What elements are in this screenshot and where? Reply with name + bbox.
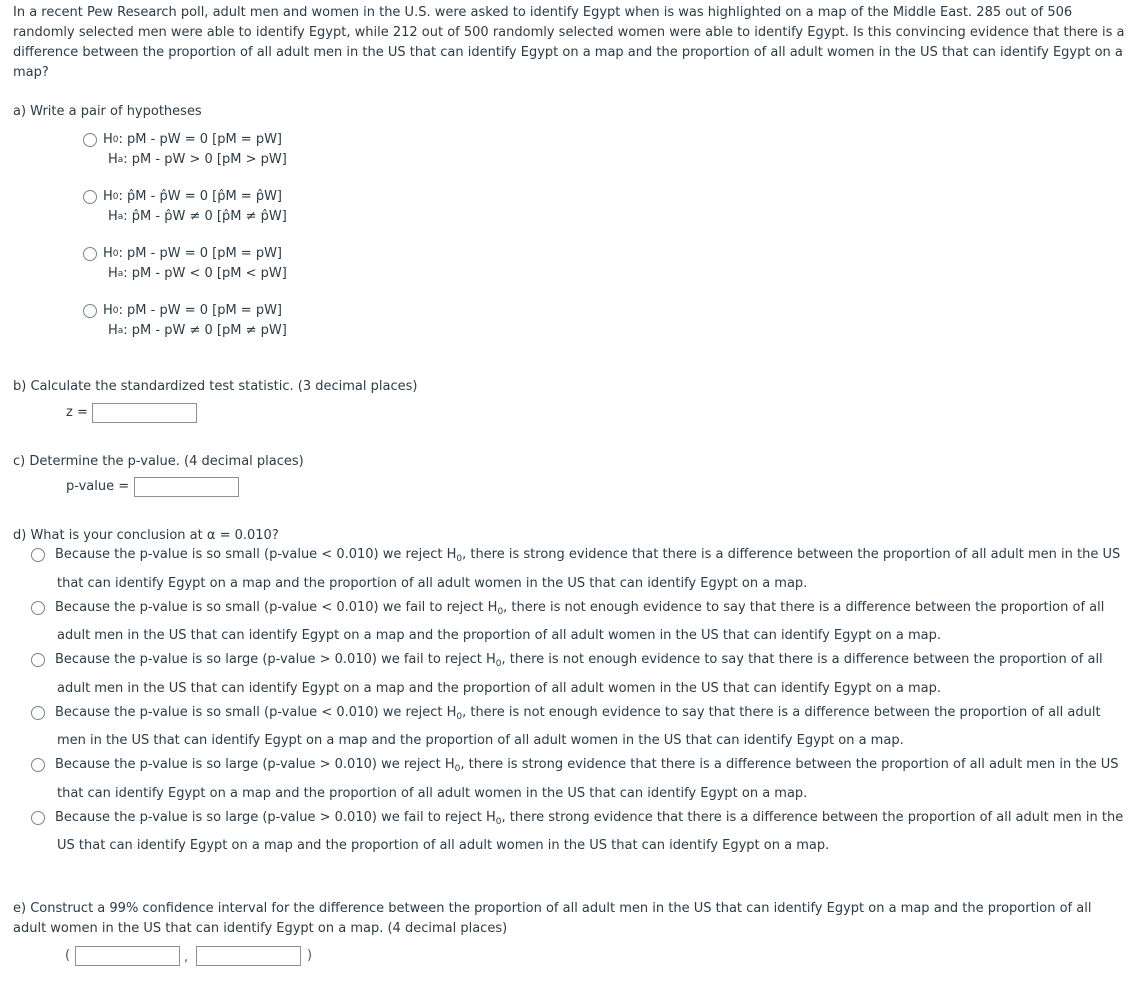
part-c-label: c) Determine the p-value. (4 decimal places) — [13, 454, 304, 469]
ci-upper-input[interactable] — [196, 946, 301, 966]
part-b-label: b) Calculate the standardized test statistic. (3 decimal places) — [13, 379, 418, 394]
ha-text: : pM - pW < 0 [pM < pW] — [123, 266, 287, 281]
z-statistic-input[interactable] — [92, 403, 197, 423]
conclusion-option-4[interactable]: Because the p-value is so small (p-value < 0.010) we reject $H_0$, there is not enough evidence to say that there is a difference between the proportion of all adult men in the US that can identify Egypt on a map and the proportion of all adult women in the US that can identify Egypt on a map. — [31, 701, 1136, 754]
conclusion-radio-6[interactable] — [31, 811, 45, 825]
part-a-label: a) Write a pair of hypotheses — [13, 104, 202, 119]
hypothesis-option-3[interactable]: H 0 : pM - pW = 0 [pM = pW] H a : pM - pW < 0 [pM < pW] — [83, 244, 287, 284]
conclusion-option-6[interactable]: Because the p-value is so large (p-value > 0.010) we fail to reject $H_0$, there strong evidence that there is a difference between the proportion of all adult men in the US that can identify Egypt on a map and the proportion of all adult women in the US that can identify Egypt on a map. — [31, 806, 1136, 859]
ci-lower-input[interactable] — [75, 946, 180, 966]
z-label: z = — [66, 405, 88, 420]
part-d-label: d) What is your conclusion at α = 0.010? — [13, 528, 279, 543]
conclusion-option-5[interactable]: Because the p-value is so large (p-value > 0.010) we reject $H_0$, there is strong evidence that there is a difference between the proportion of all adult men in the US that can identify Egypt on a map and the proportion of all adult women in the US that can identify Egypt on a map. — [31, 753, 1136, 806]
conclusion-radio-5[interactable] — [31, 758, 45, 772]
comma: , — [184, 950, 189, 965]
p-value-input[interactable] — [134, 477, 239, 497]
h0-text: : pM - pW = 0 [pM = pW] — [118, 246, 282, 261]
open-paren: ( — [65, 948, 71, 963]
hypothesis-option-1[interactable]: H 0 : pM - pW = 0 [pM = pW] H a : pM - pW > 0 [pM > pW] — [83, 130, 287, 170]
conclusion-option-2[interactable]: Because the p-value is so small (p-value < 0.010) we fail to reject $H_0$, there is not enough evidence to say that there is a difference between the proportion of all adult men in the US that can identify Egypt on a map and the proportion of all adult women in the US that can identify Egypt on a map. — [31, 596, 1136, 649]
conclusion-option-3[interactable]: Because the p-value is so large (p-value > 0.010) we fail to reject $H_0$, there is not enough evidence to say that there is a difference between the proportion of all adult men in the US that can identify Egypt on a map and the proportion of all adult women in the US that can identify Egypt on a map. — [31, 648, 1136, 701]
conclusion-radio-4[interactable] — [31, 706, 45, 720]
hypothesis-radio-1[interactable] — [83, 133, 97, 147]
conclusion-option-1[interactable]: Because the p-value is so small (p-value < 0.010) we reject $H_0$, there is strong evidence that there is a difference between the proportion of all adult men in the US that can identify Egypt on a map and the proportion of all adult women in the US that can identify Egypt on a map. — [31, 543, 1136, 596]
part-e-label: e) Construct a 99% confidence interval for the difference between the proportion of all adult men in the US that can identify Egypt on a map and the proportion of all adult women in the US that can identify Egypt on a map. (4 decimal places) — [13, 901, 1092, 936]
problem-statement: In a recent Pew Research poll, adult men and women in the U.S. were asked to identify Egypt when is was highlighted on a map of the Middle East. 285 out of 506 randomly selected men were able to identify Egypt, while 212 out of 500 randomly selected women were able to identify Egypt. Is this convincing evidence that there is a difference between the proportion of all adult men in the US that can identify Egypt on a map and the proportion of all adult women in the US that can identify Egypt on a map? — [13, 5, 1125, 80]
ha-text: : pM - pW > 0 [pM > pW] — [123, 152, 287, 167]
conclusion-radio-2[interactable] — [31, 601, 45, 615]
h0-text: : p̂M - p̂W = 0 [p̂M = p̂W] — [118, 189, 282, 204]
hypothesis-radio-4[interactable] — [83, 304, 97, 318]
ha-text: : pM - pW ≠ 0 [pM ≠ pW] — [123, 323, 287, 338]
h0-text: : pM - pW = 0 [pM = pW] — [118, 303, 282, 318]
hypothesis-option-4[interactable]: H 0 : pM - pW = 0 [pM = pW] H a : pM - pW ≠ 0 [pM ≠ pW] — [83, 301, 287, 341]
hypothesis-radio-3[interactable] — [83, 247, 97, 261]
close-paren: ) — [307, 948, 313, 963]
hypothesis-radio-2[interactable] — [83, 190, 97, 204]
conclusion-radio-1[interactable] — [31, 548, 45, 562]
hypothesis-option-2[interactable]: H 0 : p̂M - p̂W = 0 [p̂M = p̂W] H a : p̂M - p̂W ≠ 0 [p̂M ≠ p̂W] — [83, 187, 287, 227]
ha-text: : p̂M - p̂W ≠ 0 [p̂M ≠ p̂W] — [123, 209, 287, 224]
conclusion-options — [31, 543, 1136, 858]
conclusion-radio-3[interactable] — [31, 653, 45, 667]
p-value-label: p-value = — [66, 479, 130, 494]
h0-text: : pM - pW = 0 [pM = pW] — [118, 132, 282, 147]
